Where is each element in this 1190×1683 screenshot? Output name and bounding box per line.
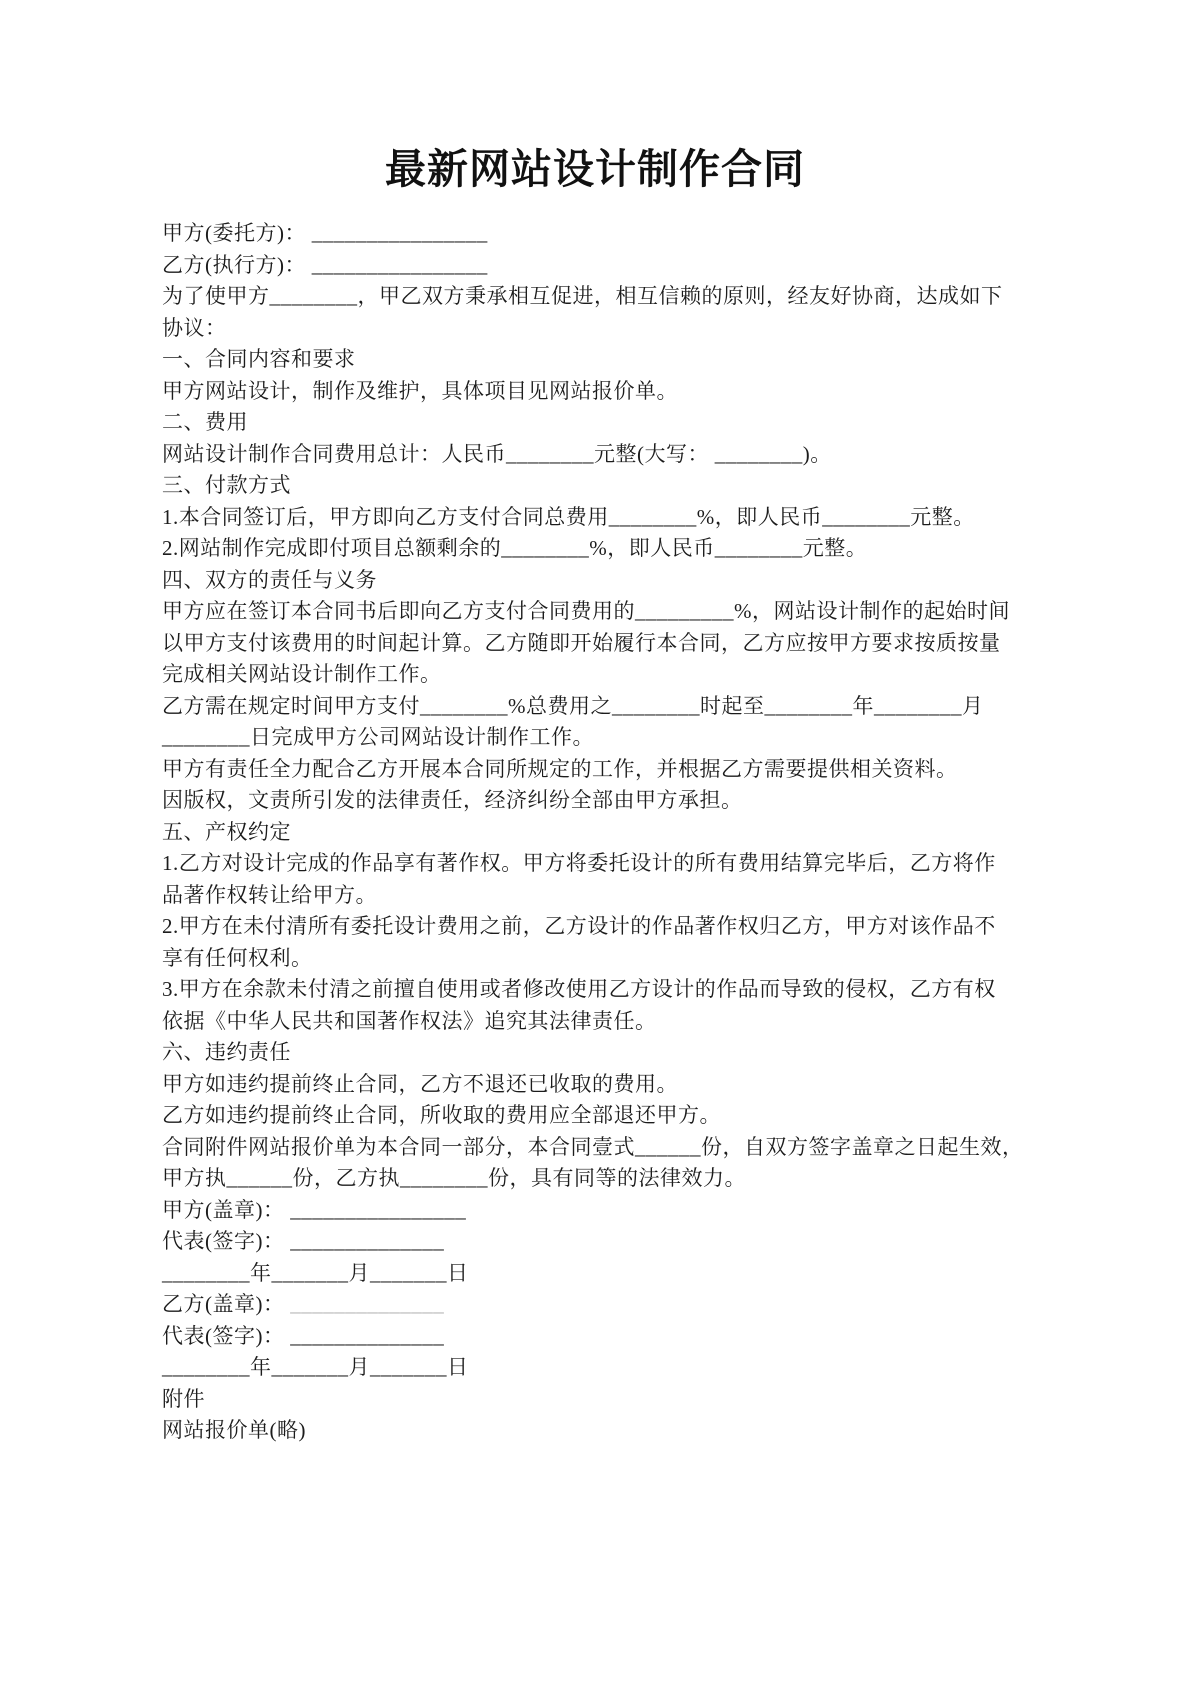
section-2-text: 网站设计制作合同费用总计：人民币________元整(大写： ________)。 — [162, 441, 832, 466]
section-5-item-2a: 2.甲方在未付清所有委托设计费用之前，乙方设计的作品著作权归乙方，甲方对该作品不 — [162, 914, 996, 938]
section-4-text-5: ________日完成甲方公司网站设计制作工作。 — [162, 725, 594, 749]
section-5-heading: 五、产权约定 — [162, 819, 291, 844]
contract-body — [162, 218, 1104, 1447]
section-5-item-3a: 3.甲方在余款未付清之前擅自使用或者修改使用乙方设计的作品而导致的侵权，乙方有权 — [162, 977, 996, 1001]
party-b-seal-blank: ______________ — [290, 1292, 445, 1316]
section-4-text-6: 甲方有责任全力配合乙方开展本合同所规定的工作，并根据乙方需要提供相关资料。 — [162, 756, 958, 781]
section-4-text-3: 完成相关网站设计制作工作。 — [162, 662, 442, 686]
section-3-item-1: 1.本合同签订后，甲方即向乙方支付合同总费用________%，即人民币________元整。 — [162, 504, 975, 529]
section-4-text-2: 以甲方支付该费用的时间起计算。乙方随即开始履行本合同，乙方应按甲方要求按质按量 — [162, 630, 1001, 655]
section-3-item-2: 2.网站制作完成即付项目总额剩余的________%，即人民币________元整。 — [162, 536, 868, 560]
party-b-seal-line — [162, 1289, 1104, 1321]
preamble-line-1: 为了使甲方________，甲乙双方秉承相互促进，相互信赖的原则，经友好协商，达成如下 — [162, 284, 1003, 308]
section-5-item-2b: 享有任何权利。 — [162, 945, 313, 970]
party-b-sign-line: 代表(签字)： ______________ — [162, 1323, 445, 1348]
attachment-text: 网站报价单(略) — [162, 1418, 306, 1442]
section-4-text-4: 乙方需在规定时间甲方支付________%总费用之________时起至________年________月 — [162, 693, 984, 718]
preamble-line-2: 协议： — [162, 315, 227, 340]
section-4-text-1: 甲方应在签订本合同书后即向乙方支付合同费用的_________%，网站设计制作的起始时间 — [162, 599, 1010, 623]
section-5-item-1a: 1.乙方对设计完成的作品享有著作权。甲方将委托设计的所有费用结算完毕后，乙方将作 — [162, 851, 996, 875]
section-6-heading: 六、违约责任 — [162, 1040, 291, 1064]
party-a-date-line: ________年_______月_______日 — [162, 1260, 469, 1285]
section-3-heading: 三、付款方式 — [162, 473, 291, 497]
party-b-seal-label: 乙方(盖章)： — [162, 1292, 291, 1316]
copies-line-1: 合同附件网站报价单为本合同一部分，本合同壹式______份，自双方签字盖章之日起生效， — [162, 1134, 1024, 1159]
section-5-item-1b: 品著作权转让给甲方。 — [162, 882, 377, 907]
section-2-heading: 二、费用 — [162, 410, 248, 434]
party-a-seal-line: 甲方(盖章)： ________________ — [162, 1197, 467, 1222]
party-b-line: 乙方(执行方)： ________________ — [162, 252, 488, 277]
section-1-text: 甲方网站设计，制作及维护，具体项目见网站报价单。 — [162, 378, 678, 403]
party-b-date-line: ________年_______月_______日 — [162, 1355, 469, 1379]
section-6-text-1: 甲方如违约提前终止合同，乙方不退还已收取的费用。 — [162, 1071, 678, 1096]
attachment-heading: 附件 — [162, 1386, 205, 1411]
section-5-item-3b: 依据《中华人民共和国著作权法》追究其法律责任。 — [162, 1008, 657, 1033]
section-4-text-7: 因版权，文责所引发的法律责任，经济纠纷全部由甲方承担。 — [162, 788, 743, 812]
section-6-text-2: 乙方如违约提前终止合同，所收取的费用应全部退还甲方。 — [162, 1103, 721, 1127]
copies-line-2: 甲方执______份，乙方执________份，具有同等的法律效力。 — [162, 1166, 746, 1190]
party-a-line: 甲方(委托方)： ________________ — [162, 221, 488, 245]
section-1-heading: 一、合同内容和要求 — [162, 347, 356, 371]
contract-title: 最新网站设计制作合同 — [385, 146, 805, 192]
party-a-sign-line: 代表(签字)： ______________ — [162, 1229, 445, 1253]
section-4-heading: 四、双方的责任与义务 — [162, 567, 377, 592]
